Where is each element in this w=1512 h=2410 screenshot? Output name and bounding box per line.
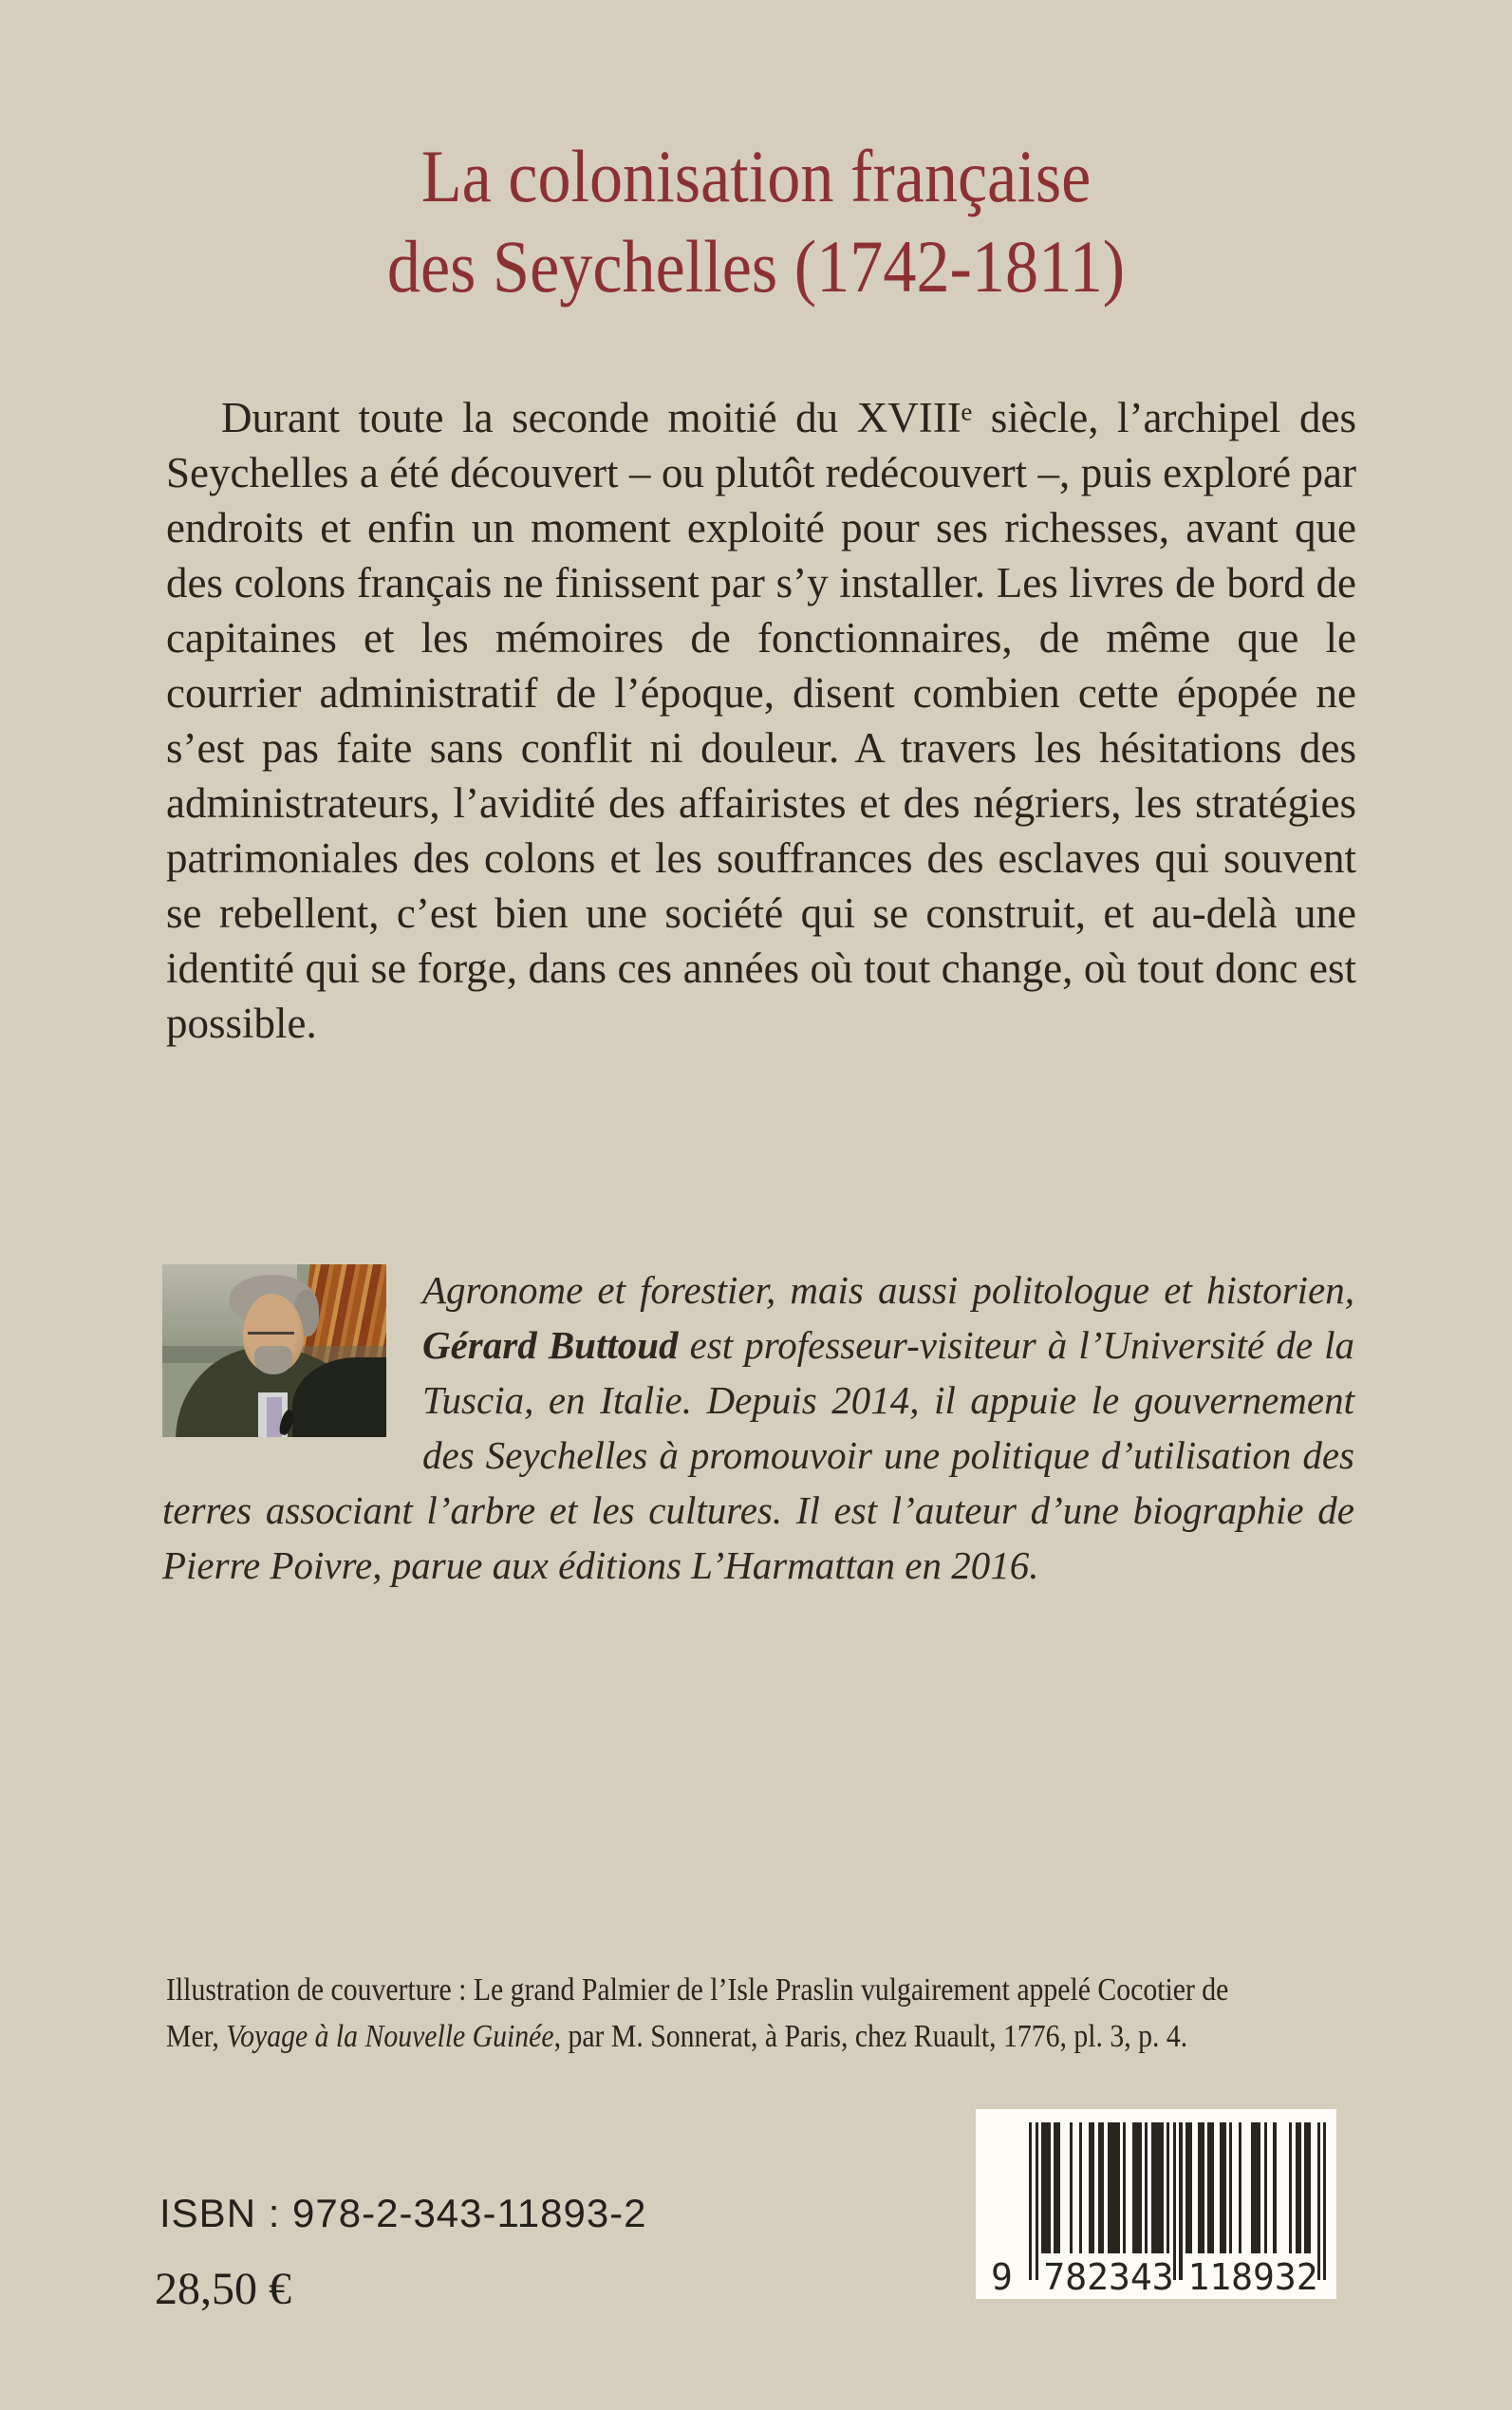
barcode-bar: [1089, 2122, 1095, 2253]
barcode-bar: [1079, 2122, 1082, 2253]
book-title-line1: La colonisation française: [420, 135, 1092, 217]
author-bio: [162, 1262, 1354, 1593]
synopsis-paragraph: Durant toute la seconde moitié du XVIIIᵉ siècle, l’archipel des Seychelles a été découvert – ou plutôt redécouvert –, puis exploré par endroits et enfin un moment exploité pour ses richesses, avant que des colons français ne finissent par s’y installer. Les livres de bord de capitaines et les mémoires de fonctionnaires, de même que le courrier administratif de l’époque, disent combien cette épopée ne s’est pas faite sans conflit ni douleur. A travers les hésitations des administrateurs, l’avidité des affairistes et des négriers, les stratégies patrimoniales des colons et les souffrances des esclaves qui souvent se rebellent, c’est bien une société qui se construit, et au-delà une identité qui se forge, dans ces années où tout change, où tout donc est possible.: [166, 394, 1356, 1047]
credit-work-title: Voyage à la Nouvelle Guinée: [226, 2019, 554, 2054]
barcode-bar: [1251, 2122, 1260, 2253]
bio-text-pre: Agronome et forestier, mais aussi politologue et historien,: [422, 1268, 1354, 1312]
barcode-bar: [1289, 2122, 1292, 2253]
isbn-label: ISBN : 978-2-343-11893-2: [159, 2191, 647, 2235]
barcode-bar: [1185, 2122, 1192, 2253]
barcode-bar: [1070, 2122, 1073, 2253]
barcode-bar: [1108, 2122, 1120, 2253]
ean13-barcode: [976, 2109, 1336, 2299]
barcode-bar: [1273, 2122, 1276, 2253]
book-title: [76, 131, 1437, 311]
credit-line1: Illustration de couverture : Le grand Palmier de l’Isle Praslin vulgairement appelé Cocotier de: [166, 1972, 1229, 2008]
credit-line2-pre: Mer,: [166, 2019, 227, 2054]
cover-illustration-credit: [166, 1967, 1228, 2060]
barcode-bar: [1207, 2122, 1214, 2253]
price-label: 28,50 €: [155, 2264, 291, 2314]
barcode-bar: [1132, 2122, 1142, 2253]
author-name: Gérard Buttoud: [422, 1323, 679, 1367]
barcode-bar: [1304, 2122, 1311, 2253]
barcode-bar: [1198, 2122, 1204, 2253]
barcode-bar: [1123, 2122, 1126, 2253]
barcode-bar: [1220, 2122, 1226, 2253]
barcode-bar: [1029, 2122, 1032, 2280]
barcode-bar: [1264, 2122, 1267, 2253]
credit-line2-post: , par M. Sonnerat, à Paris, chez Ruault, 1776, pl. 3, p. 4.: [553, 2019, 1188, 2054]
barcode-bar: [1036, 2122, 1038, 2280]
photo-glasses: [248, 1325, 295, 1335]
author-photo: [162, 1264, 386, 1437]
barcode-bar: [1145, 2122, 1148, 2253]
barcode-digits-right: 118932: [1187, 2256, 1318, 2298]
barcode-bar: [1054, 2122, 1060, 2253]
barcode-bar: [1151, 2122, 1164, 2253]
barcode-bar: [1041, 2122, 1051, 2253]
barcode-bar: [1323, 2122, 1326, 2280]
barcode-bar: [1179, 2122, 1182, 2280]
barcode-bar: [1167, 2122, 1169, 2253]
barcode-digits-left: 782343: [1043, 2256, 1174, 2298]
credit-line2: [166, 2013, 1228, 2060]
book-title-line2: des Seychelles (1742-1811): [386, 225, 1126, 308]
bio-text-post: est professeur-visiteur à l’Université de la Tuscia, en Italie. Depuis 2014, il appuie le gouvernement des Seychelles à promouvoir une politique d’utilisation des terres associant l’arbre et les cultures. Il est l’auteur d’une biographie de Pierre Poivre, parue aux éditions L’Harmattan en 2016.: [162, 1323, 1355, 1587]
barcode-digit-first: 9: [991, 2256, 1013, 2298]
barcode-bar: [1098, 2122, 1105, 2253]
barcode-bar: [1296, 2122, 1302, 2253]
barcode-bar: [1229, 2122, 1232, 2253]
barcode-bar: [1239, 2122, 1241, 2253]
